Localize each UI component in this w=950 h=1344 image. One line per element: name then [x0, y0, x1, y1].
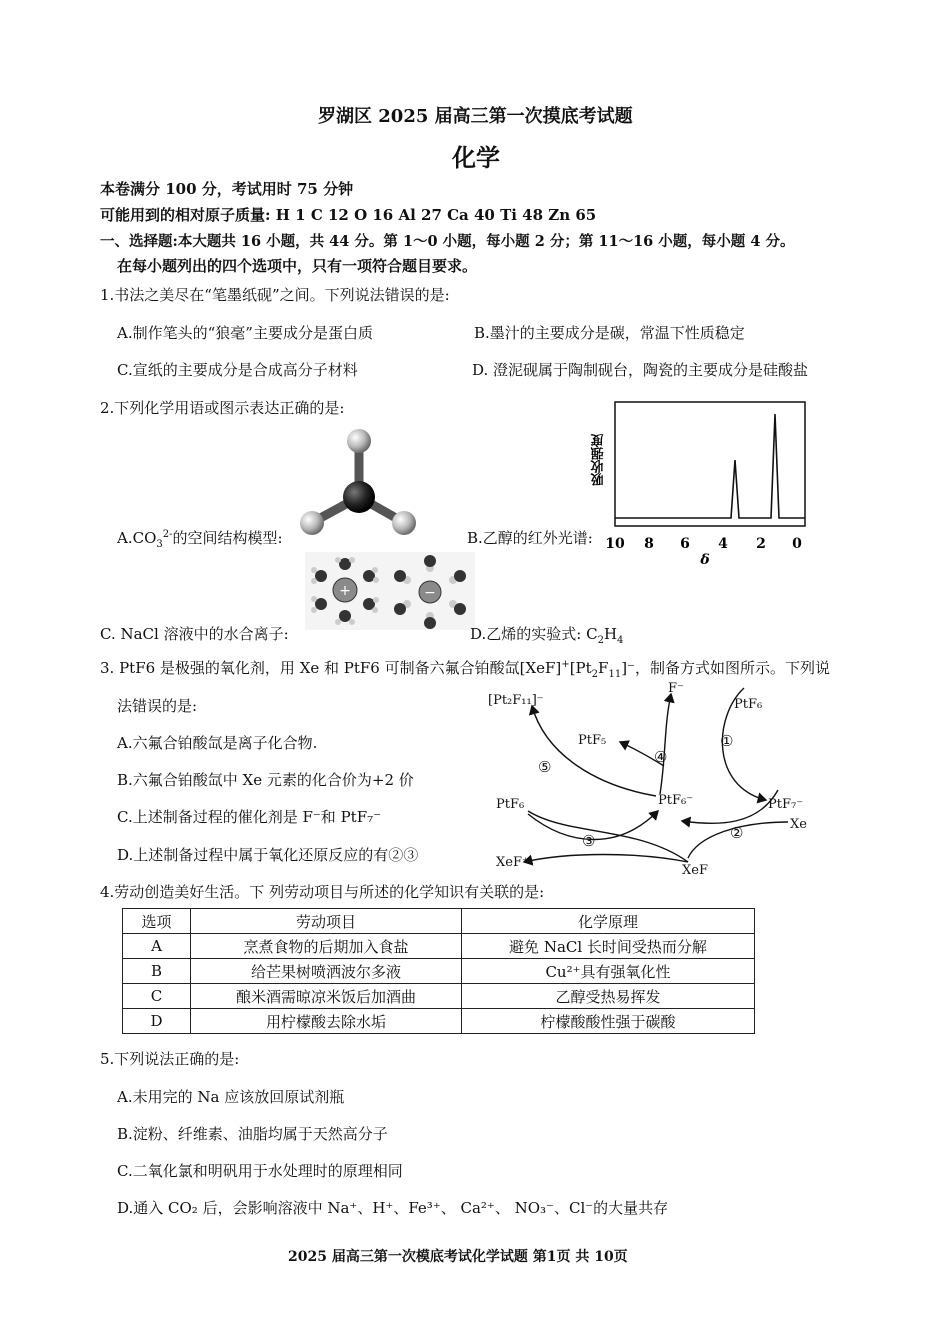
spectrum-tick: 4 — [718, 536, 728, 552]
spectrum-xlabel: δ — [700, 552, 710, 568]
q1-option-c: C.宣纸的主要成分是合成高分子材料 — [117, 361, 358, 379]
spectrum-tick: 6 — [680, 536, 690, 552]
subject-title: 化学 — [452, 143, 500, 172]
q4-table — [122, 908, 755, 1034]
species-ptf6-minus: PtF₆⁻ — [658, 793, 694, 808]
column-header-option: 选项 — [123, 909, 191, 934]
species-ptf6-top: PtF₆ — [734, 697, 763, 712]
spectrum-trace — [615, 414, 805, 518]
q3-option-d: D.上述制备过程中属于氧化还原反应的有②③ — [117, 846, 419, 864]
q3-option-a: A.六氟合铂酸氙是离子化合物. — [117, 734, 318, 752]
q1-option-d: D. 澄泥砚属于陶制砚台，陶瓷的主要成分是硅酸盐 — [472, 361, 809, 379]
q3-option-b: B.六氟合铂酸氙中 Xe 元素的化合价为+2 价 — [117, 771, 414, 789]
table-cell: 酿米酒需晾凉米饭后加酒曲 — [191, 984, 462, 1009]
step-5-label: ⑤ — [538, 758, 552, 776]
section-heading: 一、选择题:本大题共 16 小题，共 44 分。第 1～0 小题，每小题 2 分；第 11～16 小题，每小题 4 分。 — [100, 233, 795, 250]
step-2-label: ② — [730, 824, 744, 842]
species-ptf6-left: PtF₆ — [496, 797, 525, 812]
q2-option-c: C. NaCl 溶液中的水合离子: — [100, 625, 289, 643]
q2-option-a: $A.CO_3^{2-}$的空间结构模型: — [117, 529, 283, 550]
spectrum-tick: 8 — [644, 536, 654, 552]
ir-spectrum-chart — [585, 398, 815, 568]
step-1-label: ① — [720, 732, 734, 750]
table-cell: C — [123, 984, 191, 1009]
species-f-minus: F⁻ — [668, 681, 684, 696]
q1-option-a: A.制作笔头的“狼毫”主要成分是蛋白质 — [117, 324, 373, 342]
table-cell: 乙醇受热易挥发 — [462, 984, 755, 1009]
species-xef: XeF — [682, 863, 708, 878]
spectrum-tick: 2 — [756, 536, 766, 552]
column-header-principle: 化学原理 — [462, 909, 755, 934]
page-footer: 2025 届高三第一次模底考试化学试题 第1页 共 10页 — [288, 1249, 628, 1265]
q2-stem: 2.下列化学用语或图示表达正确的是: — [100, 399, 345, 417]
table-header-row — [123, 909, 755, 934]
table-row — [123, 1009, 755, 1034]
co3-structure-model — [295, 425, 425, 540]
species-xef-plus: XeF⁺ — [496, 855, 529, 870]
q3-stem-line1: 3. PtF6 是极强的氧化剂，用 Xe 和 PtF6 可制备六氟合铂酸氙$[XeF]^+[Pt_2F_{11}]^-$，制备方式如图所示。下列说 — [100, 659, 830, 680]
q4-stem: 4.劳动创造美好生活。下 列劳动项目与所述的化学知识有关联的是: — [100, 883, 545, 901]
table-cell: 用柠檬酸去除水垢 — [191, 1009, 462, 1034]
spectrum-ylabel: 吸收强度 — [591, 434, 607, 486]
exam-title: 罗湖区 2025 届高三第一次摸底考试题 — [318, 106, 633, 127]
species-ptf7-minus: PtF₇⁻ — [768, 797, 804, 812]
q5-option-b: B.淀粉、纤维素、油脂均属于天然高分子 — [117, 1125, 388, 1143]
table-cell: Cu²⁺具有强氧化性 — [462, 959, 755, 984]
svg-text:−: − — [424, 585, 436, 601]
table-cell: 柠檬酸酸性强于碳酸 — [462, 1009, 755, 1034]
table-row — [123, 934, 755, 959]
spectrum-tick: 0 — [792, 536, 802, 552]
carbon-atom — [343, 481, 375, 513]
q2-option-d: D.乙烯的实验式: $C_2H_4$ — [470, 625, 624, 646]
step-3-label: ③ — [582, 832, 596, 850]
q1-stem: 1.书法之美尽在“笔墨纸砚”之间。下列说法错误的是: — [100, 286, 450, 304]
q3-stem-line2: 法错误的是: — [117, 697, 198, 715]
q5-option-d: D.通入 CO₂ 后，会影响溶液中 Na⁺、H⁺、Fe³⁺、 Ca²⁺、 NO₃⁻、Cl⁻的大量共存 — [117, 1199, 669, 1217]
table-cell: 烹煮食物的后期加入食盐 — [191, 934, 462, 959]
species-xe: Xe — [790, 817, 807, 832]
table-cell: B — [123, 959, 191, 984]
oxygen-atom — [347, 429, 371, 453]
section-instruction: 在每小题列出的四个选项中，只有一项符合题目要求。 — [117, 257, 478, 275]
q5-stem: 5.下列说法正确的是: — [100, 1050, 240, 1068]
exam-info-score: 本卷满分 100 分，考试用时 75 分钟 — [100, 180, 354, 198]
table-cell: 避免 NaCl 长时间受热而分解 — [462, 934, 755, 959]
q5-option-c: C.二氧化氯和明矾用于水处理时的原理相同 — [117, 1162, 403, 1180]
step-4-label: ④ — [654, 748, 668, 766]
hydrated-ions-image — [305, 552, 475, 630]
q3-option-c: C.上述制备过程的催化剂是 F⁻和 PtF₇⁻ — [117, 808, 382, 826]
table-cell: A — [123, 934, 191, 959]
spectrum-tick: 10 — [605, 536, 625, 552]
oxygen-atom — [300, 511, 324, 535]
table-row — [123, 959, 755, 984]
svg-text:+: + — [339, 583, 351, 599]
q5-option-a: A.未用完的 Na 应该放回原试剂瓶 — [117, 1088, 345, 1106]
oxygen-atom — [392, 511, 416, 535]
table-cell: 给芒果树喷洒波尔多液 — [191, 959, 462, 984]
species-pt2f11: [Pt₂F₁₁]⁻ — [488, 693, 544, 708]
exam-info-atomic-mass: 可能用到的相对原子质量: H 1 C 12 O 16 Al 27 Ca 40 Ti 48 Zn 65 — [100, 206, 597, 224]
table-cell: D — [123, 1009, 191, 1034]
reaction-cycle-diagram — [488, 676, 818, 881]
column-header-labor: 劳动项目 — [191, 909, 462, 934]
q1-option-b: B.墨汁的主要成分是碳，常温下性质稳定 — [474, 324, 745, 342]
species-ptf5: PtF₅ — [578, 733, 607, 748]
table-row — [123, 984, 755, 1009]
q2-option-b: B.乙醇的红外光谱: — [467, 529, 593, 547]
